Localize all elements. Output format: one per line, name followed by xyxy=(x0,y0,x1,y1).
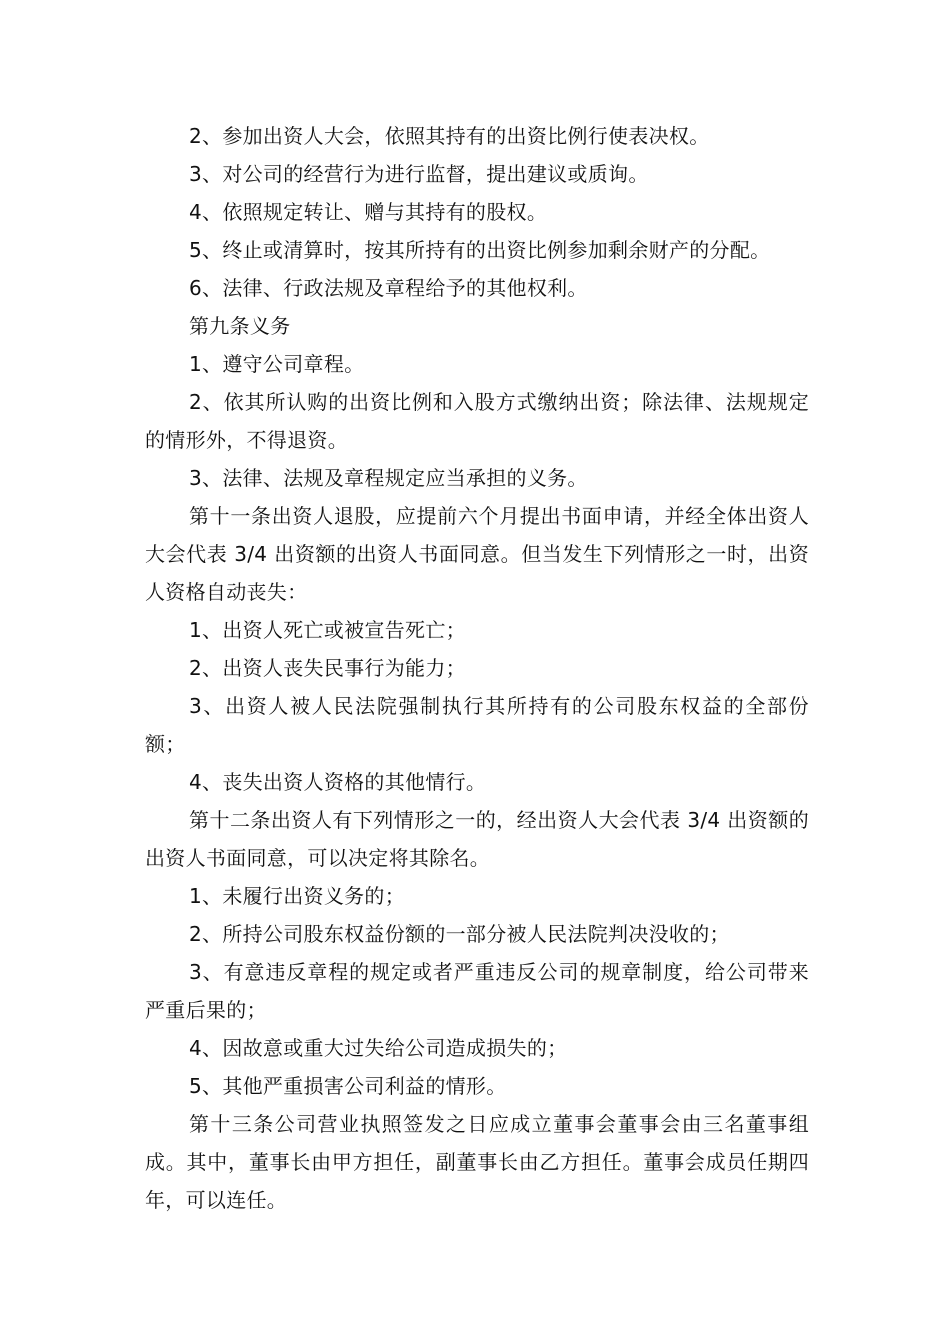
paragraph-loss-3: 3、出资人被人民法院强制执行其所持有的公司股东权益的全部份额； xyxy=(145,694,809,756)
paragraph-duty-1: 1、遵守公司章程。 xyxy=(189,352,365,376)
article-12-paragraph: 第十二条出资人有下列情形之一的，经出资人大会代表 3/4 出资额的出资人书面同意，可以决定将其除名。 xyxy=(145,808,809,870)
document-body xyxy=(145,117,809,1219)
paragraph-right-6: 6、法律、行政法规及章程给予的其他权利。 xyxy=(189,276,588,300)
paragraph-right-5: 5、终止或清算时，按其所持有的出资比例参加剩余财产的分配。 xyxy=(189,238,771,262)
paragraph-removal-1: 1、未履行出资义务的； xyxy=(189,884,406,908)
article-9-heading: 第九条义务 xyxy=(189,314,291,338)
paragraph-right-4: 4、依照规定转让、赠与其持有的股权。 xyxy=(189,200,548,224)
paragraph-duty-3: 3、法律、法规及章程规定应当承担的义务。 xyxy=(189,466,588,490)
paragraph-loss-4: 4、丧失出资人资格的其他情行。 xyxy=(189,770,487,794)
paragraph-removal-4: 4、因故意或重大过失给公司造成损失的； xyxy=(189,1036,568,1060)
paragraph-removal-3: 3、有意违反章程的规定或者严重违反公司的规章制度，给公司带来严重后果的； xyxy=(145,960,809,1022)
paragraph-right-2: 2、参加出资人大会，依照其持有的出资比例行使表决权。 xyxy=(189,124,710,148)
paragraph-removal-5: 5、其他严重损害公司利益的情形。 xyxy=(189,1074,507,1098)
paragraph-right-3: 3、对公司的经营行为进行监督，提出建议或质询。 xyxy=(189,162,649,186)
paragraph-loss-2: 2、出资人丧失民事行为能力； xyxy=(189,656,466,680)
article-13-paragraph: 第十三条公司营业执照签发之日应成立董事会董事会由三名董事组成。其中，董事长由甲方担任，副董事长由乙方担任。董事会成员任期四年，可以连任。 xyxy=(145,1112,809,1212)
article-11-paragraph: 第十一条出资人退股，应提前六个月提出书面申请，并经全体出资人大会代表 3/4 出资额的出资人书面同意。但当发生下列情形之一时，出资人资格自动丧失： xyxy=(145,504,809,604)
paragraph-duty-2: 2、依其所认购的出资比例和入股方式缴纳出资；除法律、法规规定的情形外，不得退资。 xyxy=(145,390,809,452)
paragraph-loss-1: 1、出资人死亡或被宣告死亡； xyxy=(189,618,466,642)
paragraph-removal-2: 2、所持公司股东权益份额的一部分被人民法院判决没收的； xyxy=(189,922,730,946)
